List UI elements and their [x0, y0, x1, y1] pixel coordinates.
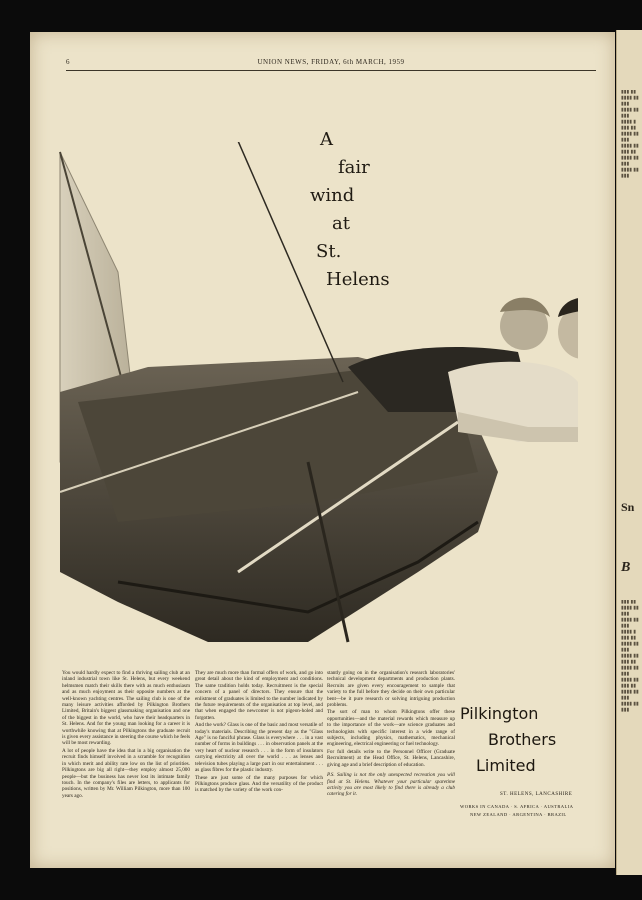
headline-word: Helens	[326, 269, 390, 290]
body-paragraph: stantly going on in the organisation's research laboratories' technical development departments and production plants. Recruits are given every encouragement to sample that variety to the full before they decide on their own particular bent—be it pure research or solving intriguing production problems.	[327, 670, 455, 709]
body-paragraph: They are much more than formal offers of work, and go into great detail about the kind of employment and conditions. The same tradition holds today. Recruitment is the special concern of a panel of directors. They ensure that the enlistment of graduates is limited to the number indicated by the future requirements of the organisation at top level, and that when engaged the newcomer is not pigeon-holed and forgotten.	[195, 670, 323, 721]
headline-word: at	[332, 213, 350, 234]
adjacent-page-edge	[616, 30, 642, 875]
postscript: P.S. Sailing is not the only unexpected recreation you will find at St. Helens. Whatever your particular sparetime activity you are most likely to find there is already a club catering for it.	[327, 772, 455, 798]
page-number: 6	[66, 58, 70, 66]
works-locations: WORKS IN CANADA · S. AFRICA · AUSTRALIA	[460, 804, 574, 809]
body-paragraph: These are just some of the many purposes for which Pilkingtons produce glass. And the versatility of the product is matched by the variety of the work con-	[195, 774, 323, 794]
text-fragment: ▮▮▮ ▮▮ ▮▮▮▮ ▮▮ ▮▮▮ ▮▮▮▮ ▮▮ ▮▮▮ ▮▮▮▮ ▮ ▮▮▮ ▮▮ ▮▮▮▮ ▮▮ ▮▮▮ ▮▮▮▮ ▮▮ ▮▮▮ ▮▮ ▮▮▮▮ ▮▮ ▮▮▮ ▮▮▮▮ ▮▮ ▮▮▮	[621, 90, 639, 179]
works-locations: NEW ZEALAND · ARGENTINA · BRAZIL	[470, 812, 567, 817]
headline-word: A	[320, 129, 333, 150]
body-column-1	[62, 670, 190, 800]
headline-fragment: Sn	[621, 500, 635, 514]
body-paragraph: You would hardly expect to find a thriving sailing club at an inland industrial town like St. Helens, but every weekend helmsmen match their skills there with as much enthusiasm and as much enjoyment as their opposite numbers at the well-known yachting centres. The sailing club is one of the many leisure activities afforded by Pilkington Brothers Limited, Britain's biggest glassmaking organisation and one of the biggest in the world, who have their headquarters in St. Helens. And for the young man looking for a career it is worthwhile knowing that at Pilkingtons the graduate recruit is given every assistance in steering the course which he feels will be most rewarding.	[62, 670, 190, 747]
headline-word: St.	[316, 241, 342, 262]
body-paragraph: A lot of people have the idea that in a big organisation the recruit finds himself involved in a scramble for recognition in which merit and ability rate low on the list of priorities. Pilkingtons are big all right—they employ almost 25,000 people—but the business has never lost its intimate family touch. In the company's files are letters, to applicants for positions, written by Mr. William Pilkington, more than 100 years ago.	[62, 747, 190, 799]
body-paragraph: And the work? Glass is one of the basic and most versatile of today's materials. Describing the present day as the "Glass Age" is no fanciful phrase. Glass is everywhere . . . in a vast number of forms in buildings . . . in observation panels at the very heart of nuclear research . . . in the form of insulators carrying electricity all over the world . . . as lenses and television tubes playing a large part in our entertainment . . . as glass fibres for the plastic industry.	[195, 722, 323, 774]
masthead: UNION NEWS, FRIDAY, 6th MARCH, 1959	[257, 58, 405, 66]
text-fragment: ▮▮▮ ▮▮ ▮▮▮▮ ▮▮ ▮▮▮ ▮▮▮▮ ▮▮ ▮▮▮ ▮▮▮▮ ▮ ▮▮▮ ▮▮ ▮▮▮▮ ▮▮ ▮▮▮ ▮▮▮▮ ▮▮ ▮▮▮ ▮▮ ▮▮▮▮ ▮▮ ▮▮▮ ▮▮▮▮ ▮▮ ▮▮▮ ▮▮ ▮▮▮▮ ▮▮ ▮▮▮ ▮▮▮▮ ▮▮ ▮▮▮	[621, 600, 639, 713]
page-header	[66, 56, 596, 71]
body-column-2	[195, 670, 323, 795]
brand-name-line: Limited	[476, 756, 536, 775]
brand-name-line: Brothers	[488, 730, 557, 749]
sailing-photo	[58, 142, 578, 662]
newspaper-page	[30, 32, 615, 868]
brand-address: ST. HELENS, LANCASHIRE	[500, 792, 573, 797]
headline-fragment: B	[621, 560, 631, 575]
body-paragraph: For full details write to the Personnel Officer (Graduate Recruitment) at the Head Office, St. Helens, Lancashire, giving age and a brief description of education.	[327, 748, 455, 768]
body-paragraph: The sort of man to whom Pilkingtons offer these opportunities—and the material rewards which measure up to the importance of the work—are science graduates and technologists with specific interest in a wide range of subjects, including physics, mathematics, mechanical engineering, electrical engineering or fuel technology.	[327, 709, 455, 748]
body-column-3	[327, 670, 455, 799]
headline-word: wind	[310, 185, 355, 206]
brand-name-line: Pilkington	[460, 704, 539, 723]
headline-word: fair	[338, 157, 370, 178]
